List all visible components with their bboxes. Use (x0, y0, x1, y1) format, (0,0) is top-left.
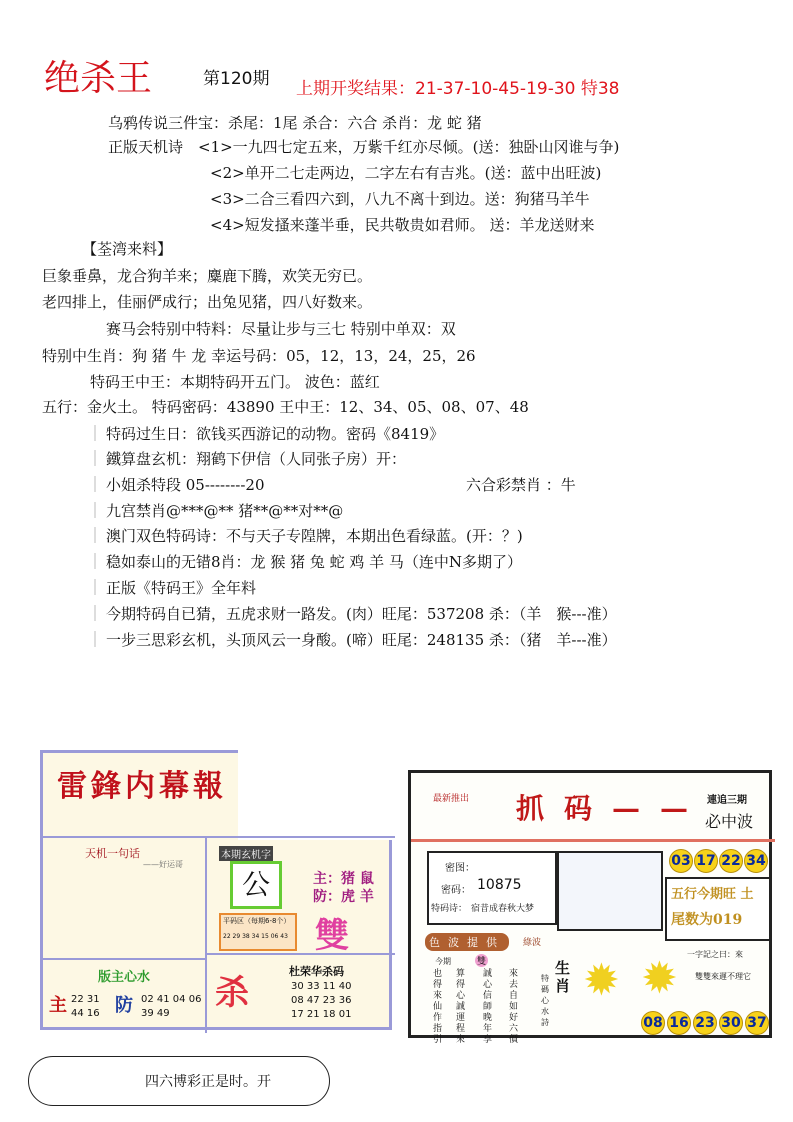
section-heading: 【荃湾来料】 (82, 240, 173, 258)
bird-illustration (557, 851, 663, 931)
text-line: 澳门双色特码诗：不与天子专隍牌，本期出色看绿蓝。(开：？) (106, 527, 523, 545)
number-ball: 34 (744, 849, 768, 873)
issue-number: 第120期 (203, 69, 270, 89)
zone-label: 平码区（每期6-8个） (223, 917, 291, 925)
tail-numbers: 尾数为019 (671, 912, 743, 928)
five-elements: 五行今期旺 土 (671, 887, 754, 902)
page-title: 绝杀王 (44, 58, 153, 99)
guard-label: 防 (115, 995, 133, 1016)
heart-title: 版主心水 (98, 970, 151, 985)
one-word: 一字記之曰：來 (687, 950, 743, 959)
number-ball: 16 (667, 1011, 691, 1035)
text-line: 巨象垂鼻，龙合狗羊来；麋鹿下腾，欢笑无穷已。 (42, 267, 373, 285)
poem-title: 天机一句话 (85, 847, 140, 860)
guard-zodiac: 防：虎 羊 (313, 889, 374, 905)
text-line: 正版天机诗 <1>一九四七定五来，万紫千红亦尽倾。(送：独卧山冈谁与争) (108, 138, 620, 156)
secret-code: 10875 (477, 877, 522, 893)
text-line: 一步三思彩玄机，头顶风云一身酸。(啼）旺尾：248135 杀：（猪 羊---准） (106, 631, 617, 649)
margin-bar (94, 553, 96, 569)
text-line: 赛马会特别中特料：尽量让步与三七 特别中单双：双 (106, 320, 456, 338)
color-sub: 綠波 (523, 938, 542, 948)
number-ball: 37 (745, 1011, 769, 1035)
text-line: 九宫禁肖@***@** 猪**@**对**@ (106, 502, 344, 520)
text-line: <3>二合三看四六到，八九不离十到边。送：狗猪马羊牛 (210, 190, 590, 208)
text-line: 稳如泰山的无错8肖：龙 猴 猪 兔 蛇 鸡 羊 马（连中N多期了） (106, 553, 523, 571)
margin-bar (94, 605, 96, 621)
zodiac-label: 生肖 (555, 959, 571, 995)
verse-column: 算得心誠運程來 (456, 969, 466, 1045)
text-line: 特码王中王：本期特码开五门。 波色：蓝红 (90, 373, 380, 391)
wave-label: 必中波 (705, 812, 754, 831)
text-line: 五行：金火土。 特码密码：43890 王中王：12、34、05、08、07、48 (42, 398, 529, 416)
zodiac-poem: 特碼心水詩 (541, 974, 549, 1027)
poem-label: 特码诗： (431, 904, 468, 914)
kill-char: 杀 (215, 973, 249, 1013)
double-label: 雙雙來遲不理它 (695, 972, 751, 981)
this-issue-shuang: 雙 (475, 954, 488, 967)
margin-bar (94, 527, 96, 543)
left-lottery-image (40, 750, 392, 1030)
kill-title: 杜荣华杀码 (289, 965, 344, 978)
number-ball: 17 (694, 849, 718, 873)
star-burst-icon: ✹ (583, 955, 620, 1006)
text-line: 小姐杀特段 05--------20 (106, 476, 265, 494)
shuang-char: 雙 (315, 916, 349, 956)
margin-bar (94, 450, 96, 466)
main-numbers: 22 31 44 16 (71, 994, 100, 1019)
verse-column: 來去自如好六價 (509, 969, 519, 1045)
last-result: 上期开奖结果：21-37-10-45-19-30 特38 (296, 79, 620, 99)
zone-numbers: 22 29 38 34 15 06 43 (223, 933, 288, 940)
text-line: 今期特码自已猜，五虎求财一路发。(肉）旺尾：537208 杀：（羊 猴---准） (106, 605, 617, 623)
chase-label: 連追三期 (707, 795, 747, 806)
poem: 宿昔成春秋大梦 (471, 904, 535, 914)
margin-bar (94, 502, 96, 518)
text-line: 鐵算盘玄机：翔鹤下伊信（人同张子房）开： (106, 450, 407, 468)
riddle-char: 公 (230, 861, 282, 909)
text-line: 正版《特码王》全年料 (106, 579, 257, 597)
number-ball: 30 (719, 1011, 743, 1035)
tag: 最新推出 (433, 794, 470, 804)
number-ball: 23 (693, 1011, 717, 1035)
kill-row: 30 33 11 40 (291, 981, 352, 992)
guard-numbers: 02 41 04 06 39 49 (141, 994, 202, 1019)
text-line: <2>单开二七走两边，二字左右有吉兆。(送：蓝中出旺波) (210, 164, 602, 182)
cloud-text: 四六博彩正是时。开 (145, 1074, 271, 1090)
main-zodiac: 主：猪 鼠 (313, 871, 374, 887)
this-issue: 今期 (435, 957, 451, 966)
main-label: 主 (49, 995, 67, 1016)
text-line: <4>短发搔来蓬半垂，民共敬贵如君师。 送：羊龙送财来 (210, 216, 595, 234)
margin-bar (94, 425, 96, 441)
cloud-callout (28, 1056, 330, 1106)
number-ball: 03 (669, 849, 693, 873)
side-note: 六合彩禁肖 ：牛 (466, 476, 576, 494)
right-lottery-image (408, 770, 772, 1045)
text-line: 特别中生肖：狗 猪 牛 龙 幸运号码：05，12，13，24，25，26 (42, 347, 476, 365)
number-ball: 22 (719, 849, 743, 873)
number-ball: 08 (641, 1011, 665, 1035)
kill-row: 17 21 18 01 (291, 1009, 352, 1020)
text-line: 特码过生日：欲钱买西游记的动物。密码《8419》 (106, 425, 445, 443)
margin-bar (94, 579, 96, 595)
star-burst-icon: ✹ (641, 953, 678, 1004)
left-image-title: 雷鋒内幕報 (57, 769, 227, 804)
right-image-title: 抓码—— (516, 792, 709, 825)
text-line: 老四排上，佳丽俨成行；出兔见猪，四八好数来。 (42, 293, 373, 311)
secret-code-label: 密码： (441, 885, 471, 896)
text-line: 乌鸦传说三件宝：杀尾：1尾 杀合：六合 杀肖：龙 蛇 猪 (108, 114, 482, 132)
color-title: 色波提供 (425, 933, 509, 951)
margin-bar (94, 476, 96, 492)
verse-column: 誠心信師晚年享 (483, 969, 493, 1045)
verse-column: 也得來仙作指引 (433, 969, 443, 1045)
riddle-title: 本期玄机字 (219, 846, 273, 861)
secret-pic: 密图： (445, 863, 475, 874)
margin-bar (94, 631, 96, 647)
poem-author: ——好运哥 (143, 860, 183, 869)
kill-row: 08 47 23 36 (291, 995, 352, 1006)
